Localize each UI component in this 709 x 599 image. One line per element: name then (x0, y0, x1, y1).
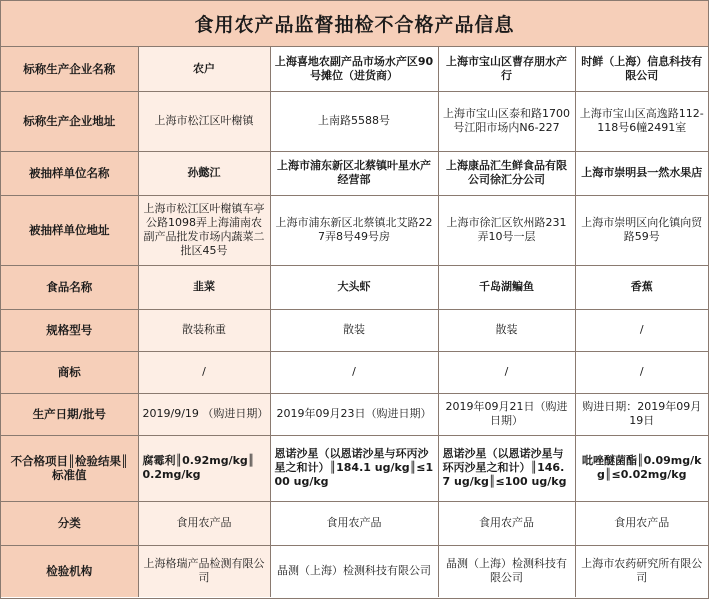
cell: 2019年09月23日（购进日期） (270, 393, 438, 435)
cell: 上海市浦东新区北蔡镇叶星水产经营部 (270, 151, 438, 195)
cell: 食用农产品 (138, 501, 270, 545)
cell: 香蕉 (575, 265, 708, 309)
row-category (1, 501, 708, 545)
cell: 2019年09月21日（购进日期） (438, 393, 575, 435)
cell: 上海格瑞产品检测有限公司 (138, 545, 270, 597)
cell: / (138, 351, 270, 393)
cell: 上海市松江区叶榭镇车亭公路1098弄上海浦南农副产品批发市场内蔬菜二批区45号 (138, 195, 270, 265)
row-testing-institution (1, 545, 708, 597)
cell: / (438, 351, 575, 393)
row-label: 检验机构 (1, 545, 138, 597)
cell: 上海喜地农副产品市场水产区90号摊位（进货商） (270, 47, 438, 91)
row-spec (1, 309, 708, 351)
cell: 腐霉利║0.92mg/kg║0.2mg/kg (138, 435, 270, 501)
cell: 上海市崇明县一然水果店 (575, 151, 708, 195)
row-label: 标称生产企业名称 (1, 47, 138, 91)
cell: 食用农产品 (575, 501, 708, 545)
inspection-table (1, 47, 708, 597)
cell: 购进日期：2019年09月19日 (575, 393, 708, 435)
row-trademark (1, 351, 708, 393)
row-sampled-unit (1, 151, 708, 195)
cell: 食用农产品 (270, 501, 438, 545)
row-label: 食品名称 (1, 265, 138, 309)
cell: 散装 (438, 309, 575, 351)
row-failed-items (1, 435, 708, 501)
cell: 上海市浦东新区北蔡镇北艾路227弄8号49号房 (270, 195, 438, 265)
cell: 2019/9/19 （购进日期） (138, 393, 270, 435)
cell: 上海市松江区叶榭镇 (138, 91, 270, 151)
row-label: 标称生产企业地址 (1, 91, 138, 151)
row-manufacturer-address (1, 91, 708, 151)
cell: 食用农产品 (438, 501, 575, 545)
cell: 韭菜 (138, 265, 270, 309)
cell: 恩诺沙星（以恩诺沙星与环丙沙星之和计）║184.1 ug/kg║≤100 ug/kg (270, 435, 438, 501)
row-label: 被抽样单位名称 (1, 151, 138, 195)
row-label: 生产日期/批号 (1, 393, 138, 435)
cell: 散装 (270, 309, 438, 351)
cell: 千岛湖鳊鱼 (438, 265, 575, 309)
cell: 晶测（上海）检测科技有限公司 (270, 545, 438, 597)
cell: 上海市宝山区曹存朋水产行 (438, 47, 575, 91)
row-food-name (1, 265, 708, 309)
row-label: 规格型号 (1, 309, 138, 351)
cell: 大头虾 (270, 265, 438, 309)
cell: 农户 (138, 47, 270, 91)
sheet-title: 食用农产品监督抽检不合格产品信息 (1, 1, 708, 47)
cell: 晶测（上海）检测科技有限公司 (438, 545, 575, 597)
cell: 上海市徐汇区钦州路231弄10号一层 (438, 195, 575, 265)
cell: 上海市宝山区高逸路112-118号6幢2491室 (575, 91, 708, 151)
row-label: 商标 (1, 351, 138, 393)
cell: 上海市崇明区向化镇向贸路59号 (575, 195, 708, 265)
cell: 时鲜（上海）信息科技有限公司 (575, 47, 708, 91)
row-production-date (1, 393, 708, 435)
cell: 散装称重 (138, 309, 270, 351)
cell: 上南路5588号 (270, 91, 438, 151)
row-label: 不合格项目║检验结果║标准值 (1, 435, 138, 501)
row-manufacturer (1, 47, 708, 91)
cell: 吡唑醚菌酯║0.09mg/kg║≤0.02mg/kg (575, 435, 708, 501)
cell: 孙懿江 (138, 151, 270, 195)
cell: / (575, 309, 708, 351)
row-label: 被抽样单位地址 (1, 195, 138, 265)
cell: 上海市农药研究所有限公司 (575, 545, 708, 597)
cell: 上海市宝山区泰和路1700号江阳市场内N6-227 (438, 91, 575, 151)
row-sampled-unit-address (1, 195, 708, 265)
cell: 恩诺沙星（以恩诺沙星与环丙沙星之和计）║146.7 ug/kg║≤100 ug/kg (438, 435, 575, 501)
cell: / (575, 351, 708, 393)
cell: / (270, 351, 438, 393)
row-label: 分类 (1, 501, 138, 545)
cell: 上海康品汇生鲜食品有限公司徐汇分公司 (438, 151, 575, 195)
